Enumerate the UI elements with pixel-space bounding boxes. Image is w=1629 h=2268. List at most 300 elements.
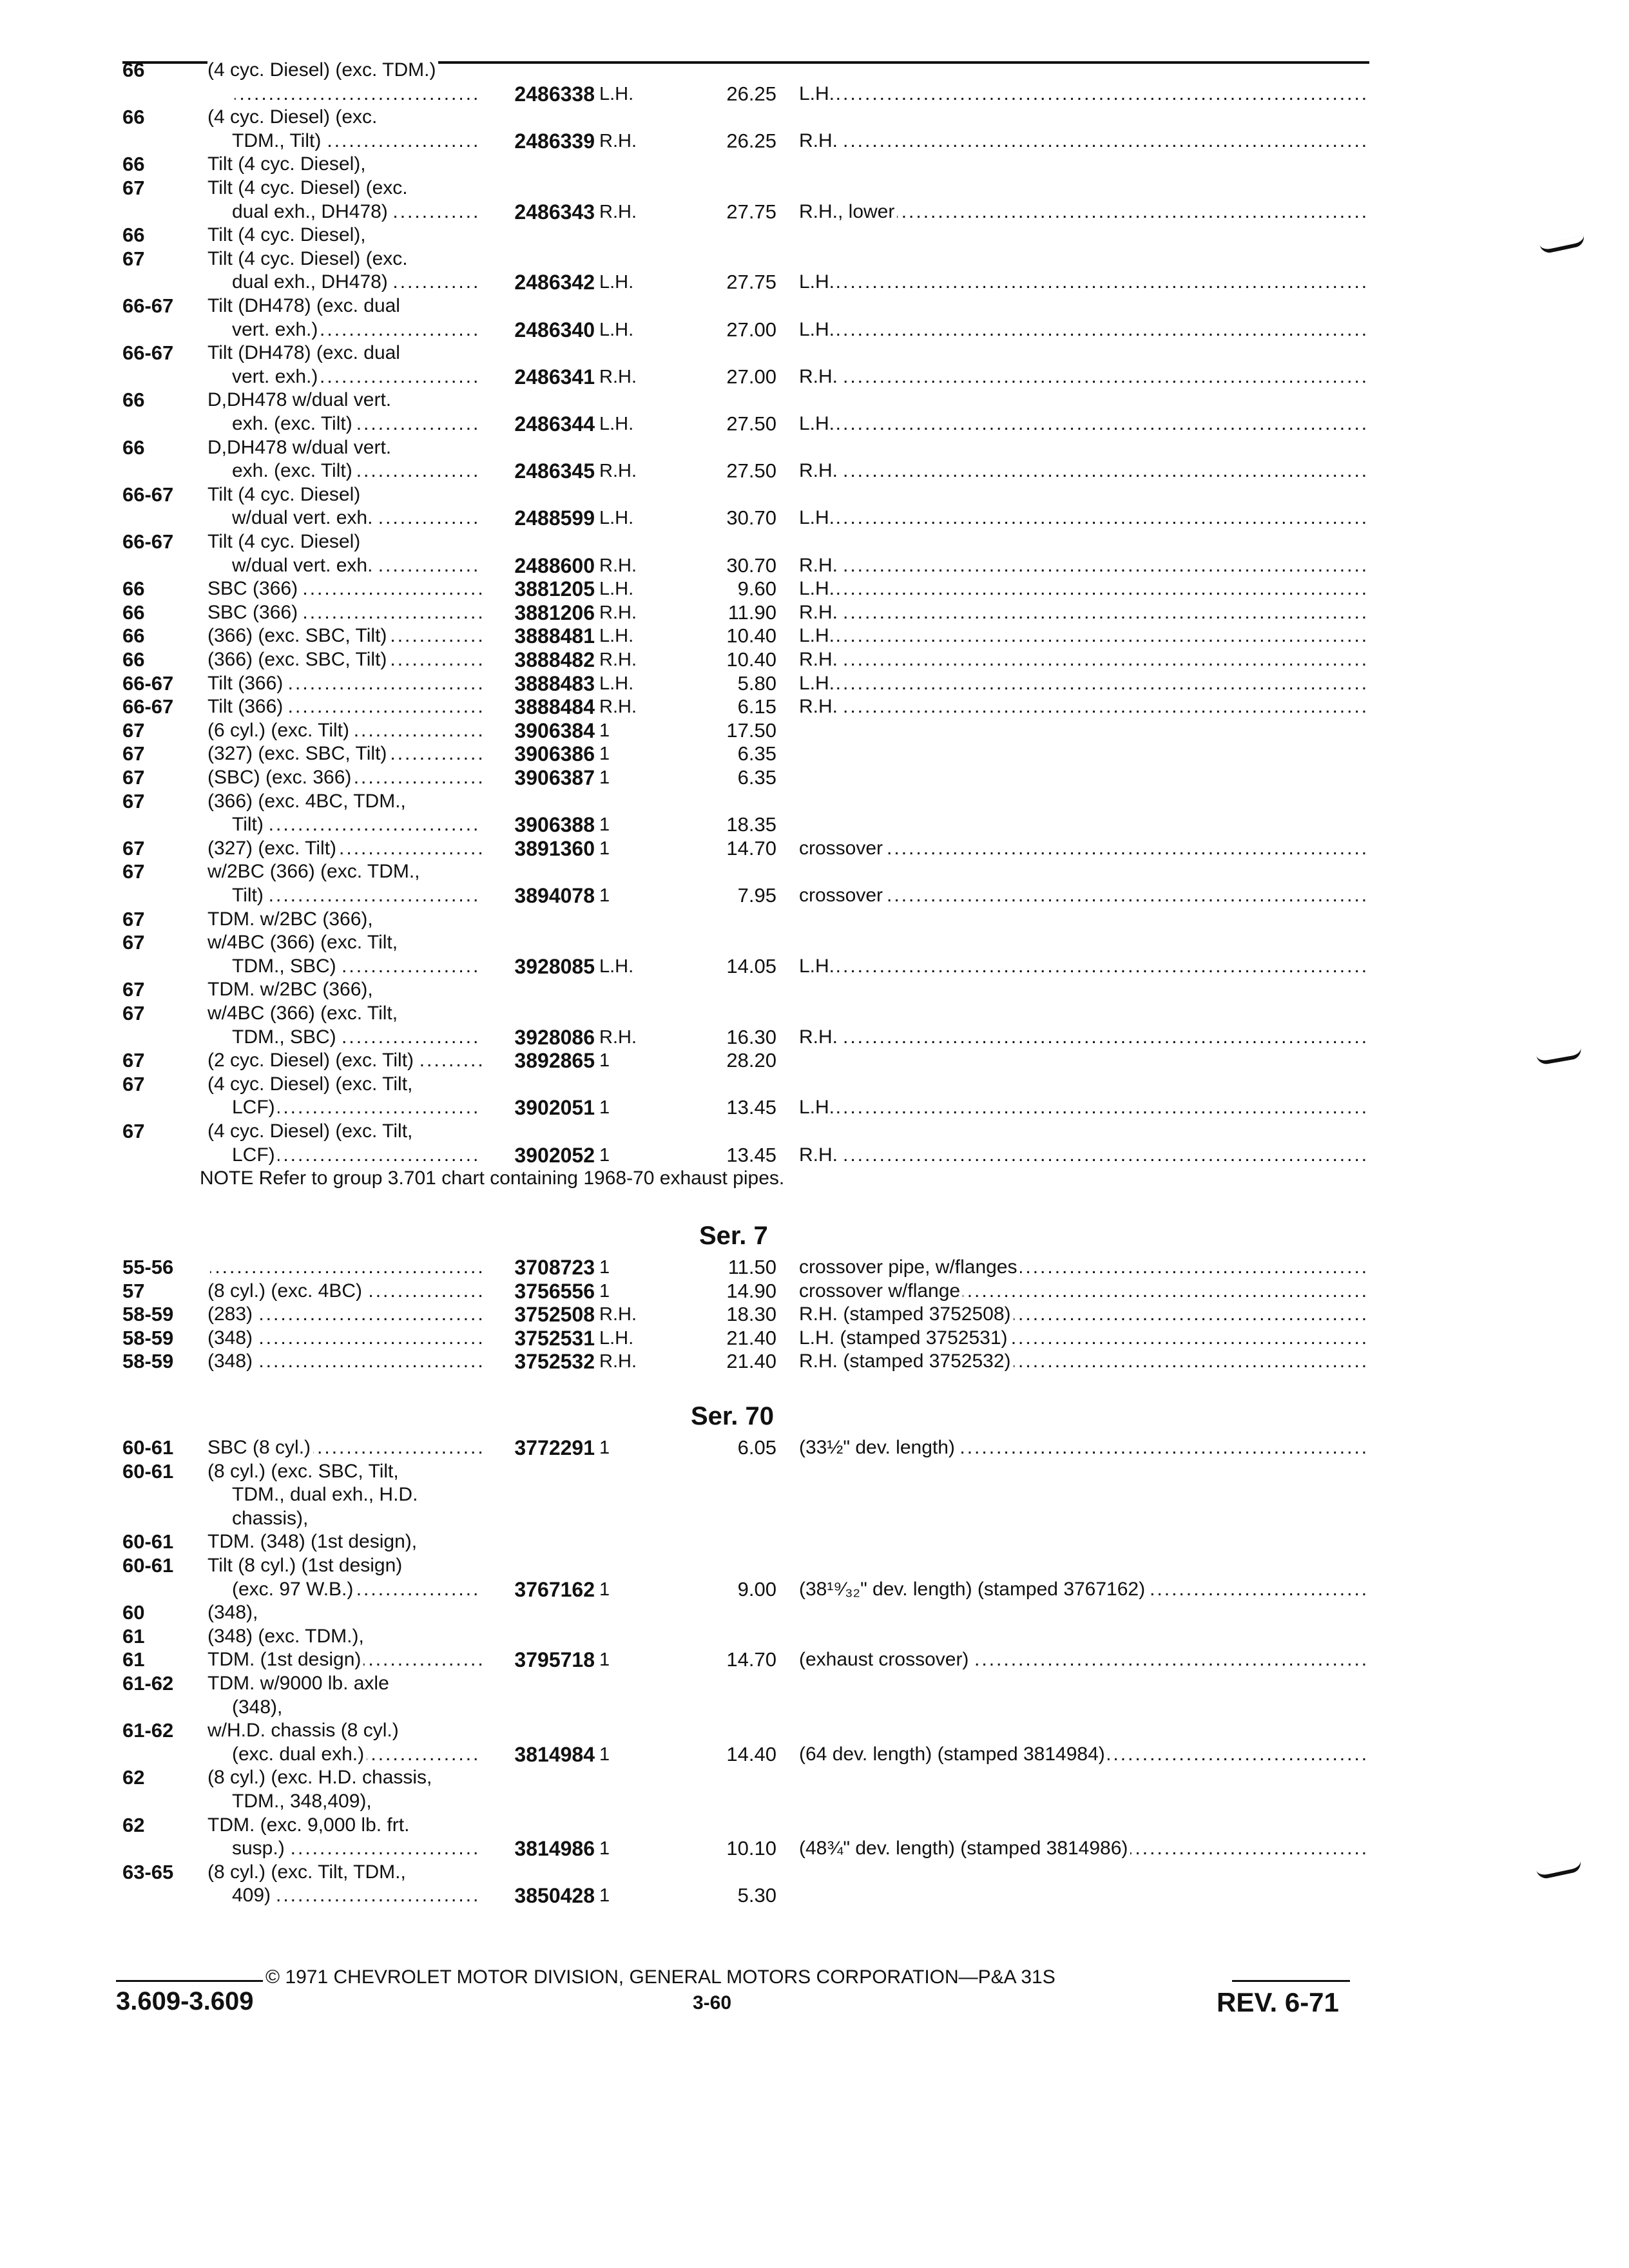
- quantity: R.H.: [599, 697, 637, 717]
- description-text: Tilt (4 cyc. Diesel),: [207, 224, 369, 245]
- description: [232, 814, 482, 836]
- parts-row: [0, 908, 1629, 930]
- model-year: 58-59: [122, 1303, 174, 1325]
- parts-row: [0, 437, 1629, 459]
- remarks-text: crossover: [799, 885, 885, 906]
- price: 28.20: [726, 1049, 776, 1072]
- part-number: 2486339: [514, 130, 595, 153]
- parts-row: [0, 1280, 1629, 1302]
- description-text: Tilt (4 cyc. Diesel): [207, 531, 363, 552]
- part-number: 3928085: [514, 955, 595, 978]
- model-year: 57: [122, 1280, 145, 1302]
- price: 26.25: [726, 130, 776, 152]
- part-number: 2486343: [514, 200, 595, 224]
- description-text: TDM., SBC): [232, 956, 339, 977]
- remarks-text: (38¹⁹⁄₃₂" dev. length) (stamped 3767162): [799, 1579, 1148, 1600]
- quantity: L.H.: [599, 272, 634, 293]
- remarks: [799, 1303, 1366, 1325]
- remarks-text: crossover w/flange: [799, 1280, 963, 1302]
- quantity: L.H.: [599, 414, 634, 434]
- description: [207, 1280, 482, 1302]
- price: 18.35: [726, 813, 776, 836]
- description: [207, 979, 659, 1001]
- part-number: 2486345: [514, 459, 595, 483]
- description-text: (8 cyl.) (exc. Tilt, TDM.,: [207, 1861, 409, 1883]
- remarks: [799, 1026, 1366, 1048]
- remarks: [799, 130, 1366, 152]
- parts-row: [0, 791, 1629, 812]
- price: 21.40: [726, 1350, 776, 1372]
- parts-row: [0, 1767, 1629, 1789]
- part-number: 3888481: [514, 624, 595, 648]
- model-year: 67: [122, 766, 145, 789]
- parts-row: [0, 861, 1629, 883]
- description: [232, 1885, 482, 1907]
- description-text: (6 cyl.) (exc. Tilt): [207, 720, 352, 741]
- remarks-text: L.H.: [799, 413, 837, 434]
- part-number: 3906387: [514, 766, 595, 789]
- description-text: susp.): [232, 1838, 287, 1859]
- parts-row: [0, 814, 1629, 836]
- parts-row: [0, 578, 1629, 600]
- model-year: 67: [122, 931, 145, 954]
- description-text: w/4BC (366) (exc. Tilt,: [207, 932, 400, 953]
- parts-row: [0, 767, 1629, 789]
- parts-row: [0, 1720, 1629, 1742]
- parts-row: [0, 1508, 1629, 1530]
- description: [232, 1097, 482, 1119]
- model-year: 66: [122, 224, 145, 246]
- description-text: w/4BC (366) (exc. Tilt,: [207, 1003, 400, 1024]
- description: [207, 437, 659, 459]
- quantity: L.H.: [599, 956, 634, 977]
- remarks-text: L.H.: [799, 83, 837, 104]
- description: [207, 1350, 482, 1372]
- model-year: 66-67: [122, 530, 174, 553]
- description-text: w/2BC (366) (exc. TDM.,: [207, 861, 423, 882]
- description: [232, 1144, 482, 1166]
- quantity: 1: [599, 1885, 610, 1906]
- remarks-text: crossover: [799, 838, 885, 859]
- remarks: [799, 956, 1366, 977]
- remarks-text: (64 dev. length) (stamped 3814984): [799, 1744, 1108, 1765]
- model-year: 60-61: [122, 1530, 174, 1553]
- parts-row: [0, 1097, 1629, 1119]
- parts-row: [0, 1791, 1629, 1812]
- quantity: L.H.: [599, 84, 634, 104]
- parts-row: [0, 460, 1629, 482]
- parts-row: [0, 1696, 1629, 1718]
- description: [232, 1838, 482, 1860]
- price: 9.00: [737, 1578, 776, 1600]
- price: 14.05: [726, 955, 776, 977]
- description-text: [207, 1256, 210, 1278]
- description-text: (366) (exc. 4BC, TDM.,: [207, 791, 409, 812]
- description-text: TDM. (348) (1st design),: [207, 1531, 419, 1552]
- price: 6.35: [737, 742, 776, 765]
- quantity: R.H.: [599, 1351, 637, 1372]
- description: [207, 767, 482, 789]
- remarks: [799, 625, 1366, 647]
- remarks-text: L.H.: [799, 271, 837, 293]
- description-text: vert. exh.): [232, 319, 320, 340]
- description-text: Tilt (4 cyc. Diesel) (exc.: [207, 248, 410, 269]
- description-text: LCF): [232, 1097, 278, 1118]
- parts-row: [0, 1885, 1629, 1907]
- description: [207, 1073, 659, 1095]
- model-year: 66: [122, 436, 145, 459]
- parts-row: [0, 1579, 1629, 1600]
- part-number: 3894078: [514, 884, 595, 907]
- description-text: Tilt (DH478) (exc. dual: [207, 342, 403, 363]
- price: 6.05: [737, 1436, 776, 1459]
- parts-row: [0, 625, 1629, 647]
- description: [207, 625, 482, 647]
- model-year: 61-62: [122, 1672, 174, 1695]
- remarks-text: R.H.: [799, 649, 840, 670]
- model-year: 67: [122, 1120, 145, 1142]
- parts-row: [0, 531, 1629, 553]
- description-text: (8 cyl.) (exc. SBC, Tilt,: [207, 1461, 401, 1482]
- remarks-text: R.H. (stamped 3752508): [799, 1303, 1014, 1325]
- part-number: 2488600: [514, 554, 595, 577]
- price: 27.50: [726, 412, 776, 435]
- price: 10.40: [726, 648, 776, 671]
- parts-row: [0, 201, 1629, 223]
- description: [207, 1767, 659, 1789]
- model-year: 58-59: [122, 1350, 174, 1372]
- parts-row: [0, 1744, 1629, 1765]
- remarks-text: L.H.: [799, 1097, 837, 1118]
- description: [232, 1579, 482, 1600]
- price: 27.00: [726, 318, 776, 341]
- quantity: R.H.: [599, 649, 637, 670]
- quantity: 1: [599, 720, 610, 741]
- description-text: (366) (exc. SBC, Tilt): [207, 649, 389, 670]
- price: 14.90: [726, 1280, 776, 1302]
- parts-row: [0, 130, 1629, 152]
- quantity: 1: [599, 885, 610, 906]
- remarks-text: L.H.: [799, 625, 837, 646]
- description: [207, 696, 482, 718]
- description: [207, 531, 659, 553]
- parts-row: [0, 1861, 1629, 1883]
- description: [207, 1050, 482, 1072]
- description-text: TDM. w/2BC (366),: [207, 979, 376, 1000]
- part-number: 3850428: [514, 1884, 595, 1907]
- description: [207, 838, 482, 860]
- description-text: Tilt (4 cyc. Diesel) (exc.: [207, 177, 410, 198]
- model-year: 60: [122, 1601, 145, 1624]
- quantity: R.H.: [599, 1027, 637, 1048]
- model-year: 67: [122, 978, 145, 1001]
- footer-rule-right: [1232, 1980, 1350, 1982]
- description-text: w/dual vert. exh.: [232, 555, 375, 576]
- parts-row: [0, 1303, 1629, 1325]
- description: [207, 342, 659, 364]
- parts-row: [0, 1073, 1629, 1095]
- description: [207, 484, 659, 506]
- description: [207, 1003, 659, 1024]
- description-text: (366) (exc. SBC, Tilt): [207, 625, 389, 646]
- description: [207, 59, 659, 81]
- part-number: 3795718: [514, 1648, 595, 1671]
- parts-row: [0, 602, 1629, 624]
- part-number: 2488599: [514, 506, 595, 530]
- description-text: Tilt (366): [207, 673, 285, 694]
- description-text: Tilt (4 cyc. Diesel): [207, 484, 363, 505]
- description: [232, 507, 482, 529]
- description: [207, 1814, 659, 1836]
- parts-row: [0, 295, 1629, 317]
- price: 13.45: [726, 1144, 776, 1166]
- description: [232, 1026, 482, 1048]
- remarks-text: L.H.: [799, 956, 837, 977]
- revision-label: REV. 6-71: [1217, 1987, 1339, 2017]
- description-text: Tilt (DH478) (exc. dual: [207, 295, 403, 316]
- description-text: Tilt): [232, 814, 266, 835]
- parts-row: [0, 1050, 1629, 1072]
- description: [207, 1673, 659, 1695]
- quantity: 1: [599, 767, 610, 788]
- quantity: 1: [599, 1257, 610, 1278]
- model-year: 67: [122, 790, 145, 812]
- part-number: 3906388: [514, 813, 595, 836]
- parts-row: [0, 1673, 1629, 1695]
- part-number: 2486338: [514, 82, 595, 106]
- description-text: (283): [207, 1303, 255, 1325]
- parts-row: [0, 932, 1629, 954]
- quantity: 1: [599, 1649, 610, 1670]
- description-text: dual exh., DH478): [232, 271, 390, 293]
- price: 14.70: [726, 837, 776, 860]
- parts-row: [0, 1350, 1629, 1372]
- description-text: Tilt (4 cyc. Diesel),: [207, 153, 369, 175]
- description: [232, 1744, 482, 1765]
- description: [232, 956, 482, 977]
- parts-row: [0, 720, 1629, 742]
- description: [207, 1555, 659, 1577]
- parts-row: [0, 1461, 1629, 1483]
- description: [207, 106, 659, 128]
- description: [207, 861, 659, 883]
- remarks: [799, 1350, 1366, 1372]
- model-year: 67: [122, 1073, 145, 1095]
- parts-row: [0, 555, 1629, 577]
- description-text: TDM. (exc. 9,000 lb. frt.: [207, 1814, 412, 1836]
- description-text: SBC (366): [207, 602, 300, 623]
- remarks: [799, 649, 1366, 671]
- parts-row: [0, 271, 1629, 293]
- remarks-text: R.H.: [799, 130, 840, 151]
- description: [207, 673, 482, 695]
- description: [232, 1696, 683, 1718]
- description: [207, 908, 659, 930]
- parts-row: [0, 106, 1629, 128]
- remarks: [799, 1256, 1366, 1278]
- description-text: (348): [207, 1350, 255, 1372]
- model-year: 60-61: [122, 1436, 174, 1459]
- description-text: D,DH478 w/dual vert.: [207, 389, 394, 410]
- quantity: 1: [599, 838, 610, 859]
- parts-row: [0, 153, 1629, 175]
- description-text: dual exh., DH478): [232, 201, 390, 222]
- quantity: 1: [599, 1838, 610, 1859]
- quantity: L.H.: [599, 508, 634, 528]
- remarks: [799, 1097, 1366, 1119]
- price: 14.40: [726, 1743, 776, 1765]
- description: [207, 1720, 659, 1742]
- part-number: 2486342: [514, 271, 595, 294]
- quantity: R.H.: [599, 202, 637, 222]
- remarks: [799, 1327, 1366, 1349]
- price: 30.70: [726, 554, 776, 577]
- description-text: SBC (366): [207, 578, 300, 599]
- remarks-text: L.H.: [799, 578, 837, 599]
- parts-row: [0, 1437, 1629, 1459]
- parts-row: [0, 1120, 1629, 1142]
- description: [207, 153, 659, 175]
- parts-row: [0, 484, 1629, 506]
- description: [232, 460, 482, 482]
- description: [207, 1649, 482, 1671]
- description-text: (348),: [207, 1602, 260, 1623]
- model-year: 66-67: [122, 341, 174, 364]
- description: [207, 1531, 659, 1553]
- model-year: 67: [122, 1049, 145, 1072]
- price: 27.00: [726, 365, 776, 388]
- price: 17.50: [726, 719, 776, 742]
- description-text: (4 cyc. Diesel) (exc. TDM.): [207, 59, 438, 81]
- model-year: 67: [122, 837, 145, 860]
- part-number: 3772291: [514, 1436, 595, 1459]
- part-number: 3902052: [514, 1144, 595, 1167]
- description: [232, 83, 482, 105]
- parts-row: [0, 1531, 1629, 1553]
- remarks: [799, 602, 1366, 624]
- parts-row: [0, 696, 1629, 718]
- description-text: (2 cyc. Diesel) (exc. Tilt): [207, 1050, 416, 1071]
- parts-row: [0, 743, 1629, 765]
- part-number: 3756556: [514, 1280, 595, 1303]
- description: [232, 366, 482, 388]
- parts-row: [0, 1555, 1629, 1577]
- price: 18.30: [726, 1303, 776, 1325]
- remarks: [799, 578, 1366, 600]
- model-year: 61: [122, 1648, 145, 1671]
- part-number: 3891360: [514, 837, 595, 860]
- description-text: exh. (exc. Tilt): [232, 460, 355, 481]
- remarks: [799, 673, 1366, 695]
- parts-row: [0, 1144, 1629, 1166]
- part-number: 2486340: [514, 318, 595, 341]
- description: [207, 649, 482, 671]
- remarks: [799, 838, 1366, 860]
- description: [207, 932, 659, 954]
- price: 5.30: [737, 1884, 776, 1907]
- remarks: [799, 555, 1366, 577]
- model-year: 60-61: [122, 1460, 174, 1483]
- part-number: 3752532: [514, 1350, 595, 1373]
- quantity: R.H.: [599, 1304, 637, 1325]
- remarks-text: R.H., lower: [799, 201, 897, 222]
- parts-row: [0, 1327, 1629, 1349]
- parts-row: [0, 342, 1629, 364]
- parts-row: [0, 1602, 1629, 1624]
- quantity: R.H.: [599, 555, 637, 576]
- footer-rule-left: [116, 1980, 263, 1982]
- remarks: [799, 83, 1366, 105]
- description-text: TDM., dual exh., H.D.: [232, 1484, 420, 1505]
- description: [207, 743, 482, 765]
- description-text: (SBC) (exc. 366): [207, 767, 354, 788]
- copyright-line: © 1971 CHEVROLET MOTOR DIVISION, GENERAL MOTORS CORPORATION—P&A 31S: [265, 1966, 1055, 1988]
- remarks-text: R.H.: [799, 460, 840, 481]
- description: [207, 295, 659, 317]
- price: 11.90: [728, 601, 776, 624]
- quantity: R.H.: [599, 602, 637, 623]
- model-year: 67: [122, 908, 145, 930]
- description: [207, 1327, 482, 1349]
- description: [232, 201, 482, 223]
- quantity: 1: [599, 814, 610, 835]
- parts-row: [0, 83, 1629, 105]
- parts-row: [0, 507, 1629, 529]
- parts-row: [0, 1003, 1629, 1024]
- description: [207, 1120, 659, 1142]
- model-year: 66: [122, 577, 145, 600]
- parts-row: [0, 59, 1629, 81]
- description-text: TDM., Tilt): [232, 130, 323, 151]
- description-text: w/H.D. chassis (8 cyl.): [207, 1720, 401, 1741]
- quantity: L.H.: [599, 579, 634, 599]
- remarks: [799, 1280, 1366, 1302]
- description: [207, 248, 659, 270]
- price: 21.40: [726, 1327, 776, 1349]
- parts-row: [0, 649, 1629, 671]
- description: [232, 1791, 683, 1812]
- model-year: 67: [122, 719, 145, 742]
- price: 27.50: [726, 459, 776, 482]
- part-number: 3752508: [514, 1303, 595, 1326]
- model-year: 66: [122, 59, 145, 81]
- remarks: [799, 1579, 1366, 1600]
- description: [232, 130, 482, 152]
- description-text: (348): [207, 1327, 255, 1349]
- part-number: 3767162: [514, 1578, 595, 1601]
- description: [207, 1461, 659, 1483]
- description-text: (8 cyl.) (exc. 4BC): [207, 1280, 365, 1302]
- part-number: 3881205: [514, 577, 595, 601]
- part-number: 2486341: [514, 365, 595, 389]
- price: 6.35: [737, 766, 776, 789]
- description: [207, 224, 659, 246]
- part-number: 3888482: [514, 648, 595, 671]
- remarks-text: (exhaust crossover): [799, 1649, 971, 1670]
- description-text: (8 cyl.) (exc. H.D. chassis,: [207, 1767, 434, 1788]
- model-year: 66: [122, 624, 145, 647]
- quantity: 1: [599, 1579, 610, 1600]
- parts-row: [0, 885, 1629, 907]
- description-text: TDM. w/9000 lb. axle: [207, 1673, 392, 1694]
- part-number: 3906384: [514, 719, 595, 742]
- description: [232, 1508, 683, 1530]
- quantity: 1: [599, 1744, 610, 1765]
- part-number: 2486344: [514, 412, 595, 436]
- remarks: [799, 413, 1366, 435]
- remarks-text: L.H.: [799, 507, 837, 528]
- remarks-text: L.H.: [799, 319, 837, 340]
